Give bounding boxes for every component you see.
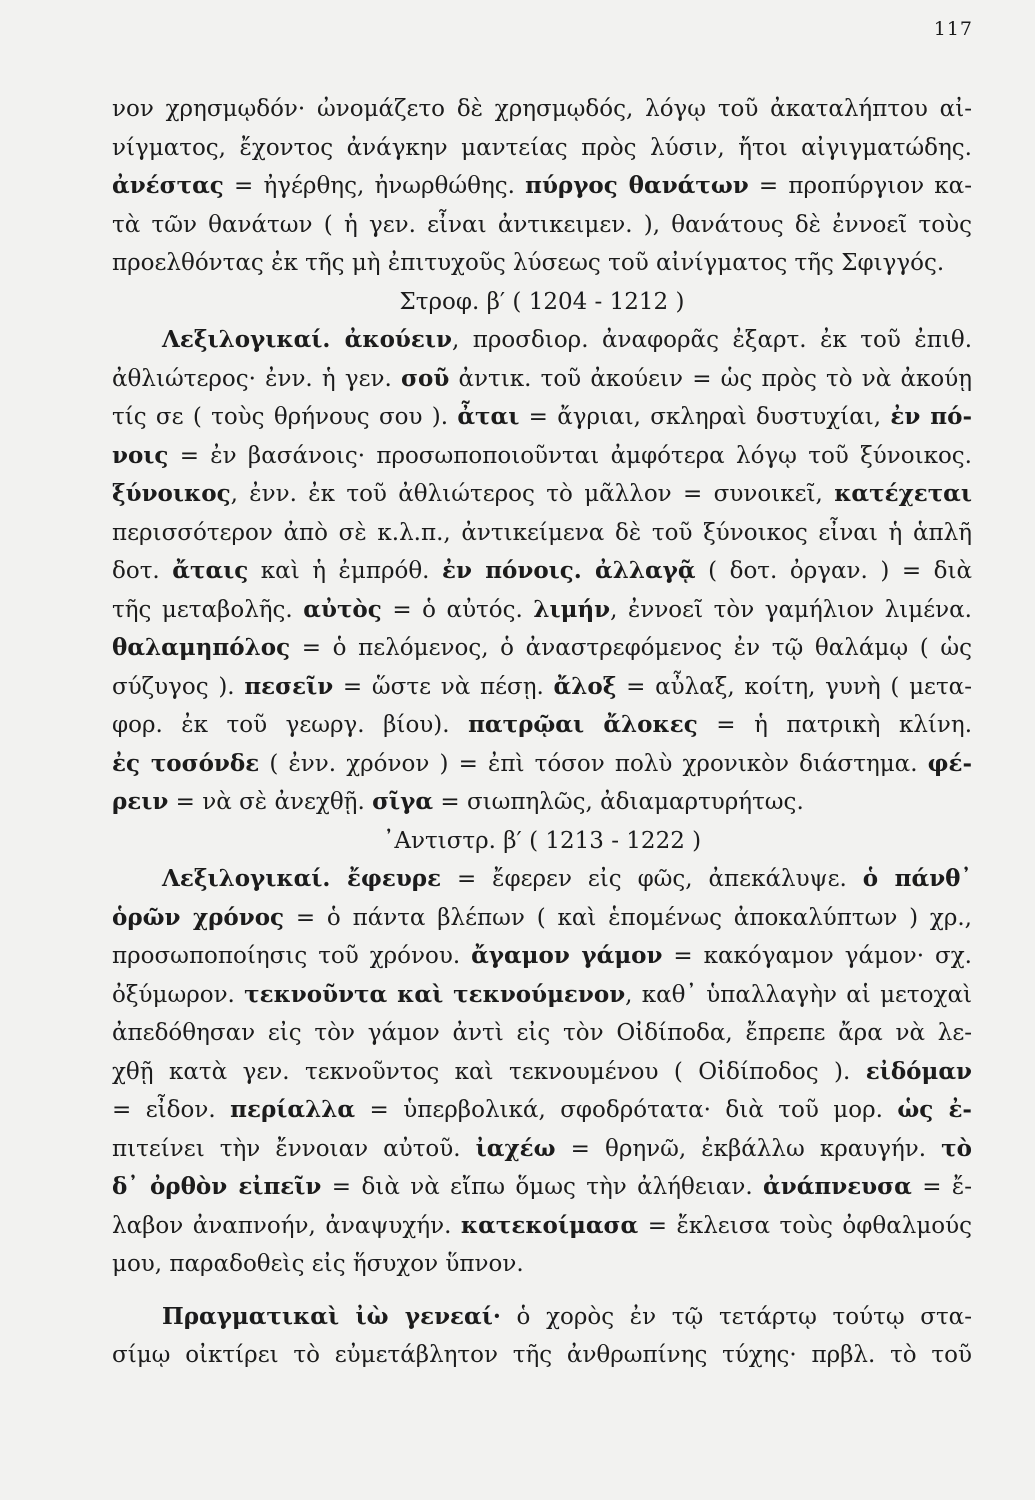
- text-line: [112, 1170, 972, 1209]
- text-span: ἀπεδόθησαν εἰς τὸν γάμον ἀντὶ εἰς τὸν Οἰδίποδα, ἔπρεπε ἄρα νὰ λε-: [112, 1020, 972, 1046]
- text-line: [112, 246, 972, 285]
- bold-term: λιμήν: [533, 595, 611, 623]
- text-line: [112, 978, 972, 1017]
- bold-term: εἰδόμαν: [865, 1057, 972, 1085]
- text-span: = ἔκλεισα τοὺς ὀφθαλμούς: [638, 1212, 972, 1239]
- bold-term: ξύνοικος: [112, 480, 231, 507]
- text-span: ὁ χορὸς ἐν τῷ τετάρτῳ τούτῳ στα-: [500, 1303, 972, 1330]
- text-line: [112, 1300, 972, 1339]
- bold-term: κατεκοίμασα: [460, 1211, 639, 1239]
- text-span: = ὁ πελόμενος, ὁ ἀναστρεφόμενος ἐν τῷ θαλάμῳ ( ὡς: [290, 635, 972, 661]
- text-span: = προπύργιον κα-: [748, 173, 972, 199]
- text-span: καὶ ἡ ἐμπρόθ.: [248, 558, 443, 584]
- bold-term: Πραγματικαὶ ἰὼ γενεαί·: [162, 1302, 501, 1330]
- text-line: [112, 131, 972, 170]
- text-line: [112, 323, 972, 362]
- text-span: τίς σε ( τοὺς θρήνους σου ).: [112, 404, 458, 430]
- text-span: ἀντικ. τοῦ ἀκούειν = ὡς πρὸς τὸ νὰ ἀκούῃ: [449, 365, 972, 392]
- text-span: σίμῳ οἰκτίρει τὸ εὐμετάβλητον τῆς ἀνθρωπίνης τύχης· πρβλ. τὸ τοῦ: [112, 1342, 972, 1368]
- text-span: = ἔφερεν εἰς φῶς, ἀπεκάλυψε.: [441, 866, 863, 892]
- bold-term: ἰαχέω: [475, 1134, 556, 1162]
- bold-term: περίαλλα: [230, 1096, 356, 1123]
- bold-term: ἆται: [457, 403, 520, 430]
- text-span: = ἄγριαι, σκληραὶ δυστυχίαι,: [519, 404, 891, 430]
- text-line: [112, 554, 972, 593]
- text-span: ( ἐνν. χρόνον ) = ἐπὶ τόσον πολὺ χρονικὸν διάστημα.: [259, 750, 928, 777]
- text-line: [112, 593, 972, 632]
- text-span: = ἡ πατρικὴ κλίνη.: [697, 712, 972, 738]
- text-span: , ἐνν. ἐκ τοῦ ἀθλιώτερος τὸ μᾶλλον = συνοικεῖ,: [230, 481, 835, 507]
- text-line: [112, 208, 972, 247]
- commentary-text: [112, 92, 972, 1377]
- text-span: Στροφ. β′ ( 1204 - 1212 ): [399, 288, 685, 315]
- bold-term: δ᾿ ὀρθὸν εἰπεῖν: [112, 1173, 322, 1200]
- text-span: ᾿Αντιστρ. β′ ( 1213 - 1222 ): [382, 827, 702, 854]
- text-span: προελθόντας ἐκ τῆς μὴ ἐπιτυχοῦς λύσεως τοῦ αἰνίγματος τῆς Σφιγγός.: [112, 250, 945, 276]
- text-span: προσωποποίησις τοῦ χρόνου.: [112, 943, 472, 969]
- text-line: [112, 1055, 972, 1094]
- text-line: [112, 169, 972, 208]
- bold-term: νοις: [112, 441, 169, 469]
- text-span: λαβον ἀναπνοήν, ἀναψυχήν.: [112, 1212, 461, 1239]
- bold-term: σοῦ: [401, 364, 450, 392]
- text-line: [112, 1209, 972, 1248]
- text-span: νίγματος, ἔχοντος ἀνάγκην μαντείας πρὸς λύσιν, ἤτοι αἰγιγματώδης.: [112, 134, 972, 161]
- bold-term: ἀνέστας: [112, 172, 224, 199]
- text-line: [112, 901, 972, 940]
- text-line: [112, 1247, 972, 1286]
- text-line: [112, 708, 972, 747]
- bold-term: τὸ: [941, 1134, 972, 1162]
- text-line: [112, 1093, 972, 1132]
- bold-term: ἐς τοσόνδε: [112, 749, 260, 777]
- text-span: = κακόγαμον γάμον· σχ.: [662, 943, 972, 969]
- bold-term: θαλαμηπόλος: [112, 634, 291, 661]
- text-span: ἀθλιώτερος· ἐνν. ἡ γεν.: [112, 365, 402, 392]
- text-line: [112, 439, 972, 478]
- text-span: περισσότερον ἀπὸ σὲ κ.λ.π., ἀντικείμενα δὲ τοῦ ξύνοικος εἶναι ἡ ἁπλῆ: [112, 519, 972, 546]
- text-span: , προσδιορ. ἀναφορᾶς ἐξαρτ. ἐκ τοῦ ἐπιθ.: [451, 327, 972, 353]
- text-span: = ἠγέρθης, ἠνωρθώθης.: [223, 173, 526, 199]
- text-span: τὰ τῶν θανάτων ( ἡ γεν. εἶναι ἀντικειμεν. ), θανάτους δὲ ἐννοεῖ τοὺς: [112, 211, 972, 238]
- bold-term: σῖγα: [372, 788, 434, 815]
- text-span: = ἔ-: [911, 1174, 972, 1200]
- text-line: [112, 92, 972, 131]
- text-line: [112, 477, 972, 516]
- bold-term: κατέχεται: [834, 480, 972, 507]
- text-span: ( δοτ. ὀργαν. ) = διὰ: [695, 558, 972, 584]
- text-span: = διὰ νὰ εἴπω ὅμως τὴν ἀλήθειαν.: [321, 1174, 764, 1200]
- bold-term: ὁ πάνθ᾿: [862, 865, 972, 892]
- text-span: = ὥστε νὰ πέσῃ.: [333, 673, 554, 700]
- text-span: , ἐννοεῖ τὸν γαμήλιον λιμένα.: [610, 596, 972, 623]
- text-span: = ἐν βασάνοις· προσωποποιοῦνται ἀμφότερα λόγῳ τοῦ ξύνοικος.: [168, 442, 972, 469]
- text-span: = νὰ σὲ ἀνεχθῇ.: [168, 789, 373, 815]
- text-span: σύζυγος ).: [112, 673, 245, 700]
- text-span: ὀξύμωρον.: [112, 981, 245, 1008]
- text-line: [112, 1338, 972, 1377]
- text-line: [112, 362, 972, 401]
- text-line: [112, 670, 972, 709]
- text-span: νον χρησμῳδόν· ὠνομάζετο δὲ χρησμῳδός, λόγῳ τοῦ ἀκαταλήπτου αἰ-: [112, 96, 972, 122]
- bold-term: ρειν: [112, 788, 169, 815]
- bold-term: ἀνάπνευσα: [763, 1173, 912, 1200]
- bold-term: ἐν πόνοις. ἀλλαγᾷ: [442, 557, 696, 584]
- bold-term: αὐτὸς: [303, 595, 382, 623]
- text-span: πιτείνει τὴν ἔννοιαν αὐτοῦ.: [112, 1135, 476, 1162]
- bold-term: Λεξιλογικαί. ἔφευρε: [162, 865, 442, 892]
- bold-term: ὡς ἐ-: [897, 1096, 972, 1123]
- bold-term: πατρῷαι ἄλοκες: [468, 711, 698, 738]
- text-line: [112, 516, 972, 555]
- text-line: [112, 747, 972, 786]
- text-span: = ὑπερβολικά, σφοδρότατα· διὰ τοῦ μορ.: [355, 1097, 898, 1123]
- text-span: μου, παραδοθεὶς εἰς ἥσυχον ὕπνον.: [112, 1251, 524, 1277]
- bold-term: ἐν πό-: [890, 403, 972, 430]
- text-span: = ὁ πάντα βλέπων ( καὶ ἑπομένως ἀποκαλύπτων ) χρ.,: [284, 904, 972, 931]
- text-line: [112, 1016, 972, 1055]
- text-line: [112, 939, 972, 978]
- text-line: [112, 400, 972, 439]
- text-span: χθῇ κατὰ γεν. τεκνοῦντος καὶ τεκνουμένου ( Οἰδίποδος ).: [112, 1058, 866, 1085]
- bold-term: πύργος θανάτων: [525, 172, 749, 199]
- text-line: [112, 862, 972, 901]
- text-line: [112, 785, 972, 824]
- bold-term: πεσεῖν: [244, 672, 334, 700]
- bold-term: ἄλοξ: [553, 672, 617, 700]
- text-span: = σιωπηλῶς, ἀδιαμαρτυρήτως.: [433, 789, 804, 815]
- bold-term: ἄταις: [172, 557, 249, 584]
- text-span: , καθ᾿ ὑπαλλαγὴν αἱ μετοχαὶ: [625, 981, 972, 1008]
- text-span: = θρηνῶ, ἐκβάλλω κραυγήν.: [555, 1135, 942, 1162]
- text-span: δοτ.: [112, 558, 173, 584]
- text-span: τῆς μεταβολῆς.: [112, 596, 304, 623]
- text-span: = αὖλαξ, κοίτη, γυνὴ ( μετα-: [616, 673, 972, 700]
- bold-term: Λεξιλογικαί. ἀκούειν: [162, 326, 452, 353]
- text-span: φορ. ἐκ τοῦ γεωργ. βίου).: [112, 712, 469, 738]
- section-heading: [112, 285, 972, 324]
- text-line: [112, 631, 972, 670]
- bold-term: ὁρῶν χρόνος: [112, 903, 285, 931]
- paragraph-gap: [112, 1286, 972, 1300]
- section-heading: [112, 824, 972, 863]
- page-number: 117: [933, 18, 973, 40]
- text-span: = εἶδον.: [112, 1097, 231, 1123]
- bold-term: τεκνοῦντα καὶ τεκνούμενον: [244, 980, 626, 1008]
- bold-term: ἄγαμον γάμον: [471, 942, 663, 969]
- text-span: = ὁ αὐτός.: [381, 596, 534, 623]
- text-line: [112, 1132, 972, 1171]
- bold-term: φέ-: [927, 749, 972, 777]
